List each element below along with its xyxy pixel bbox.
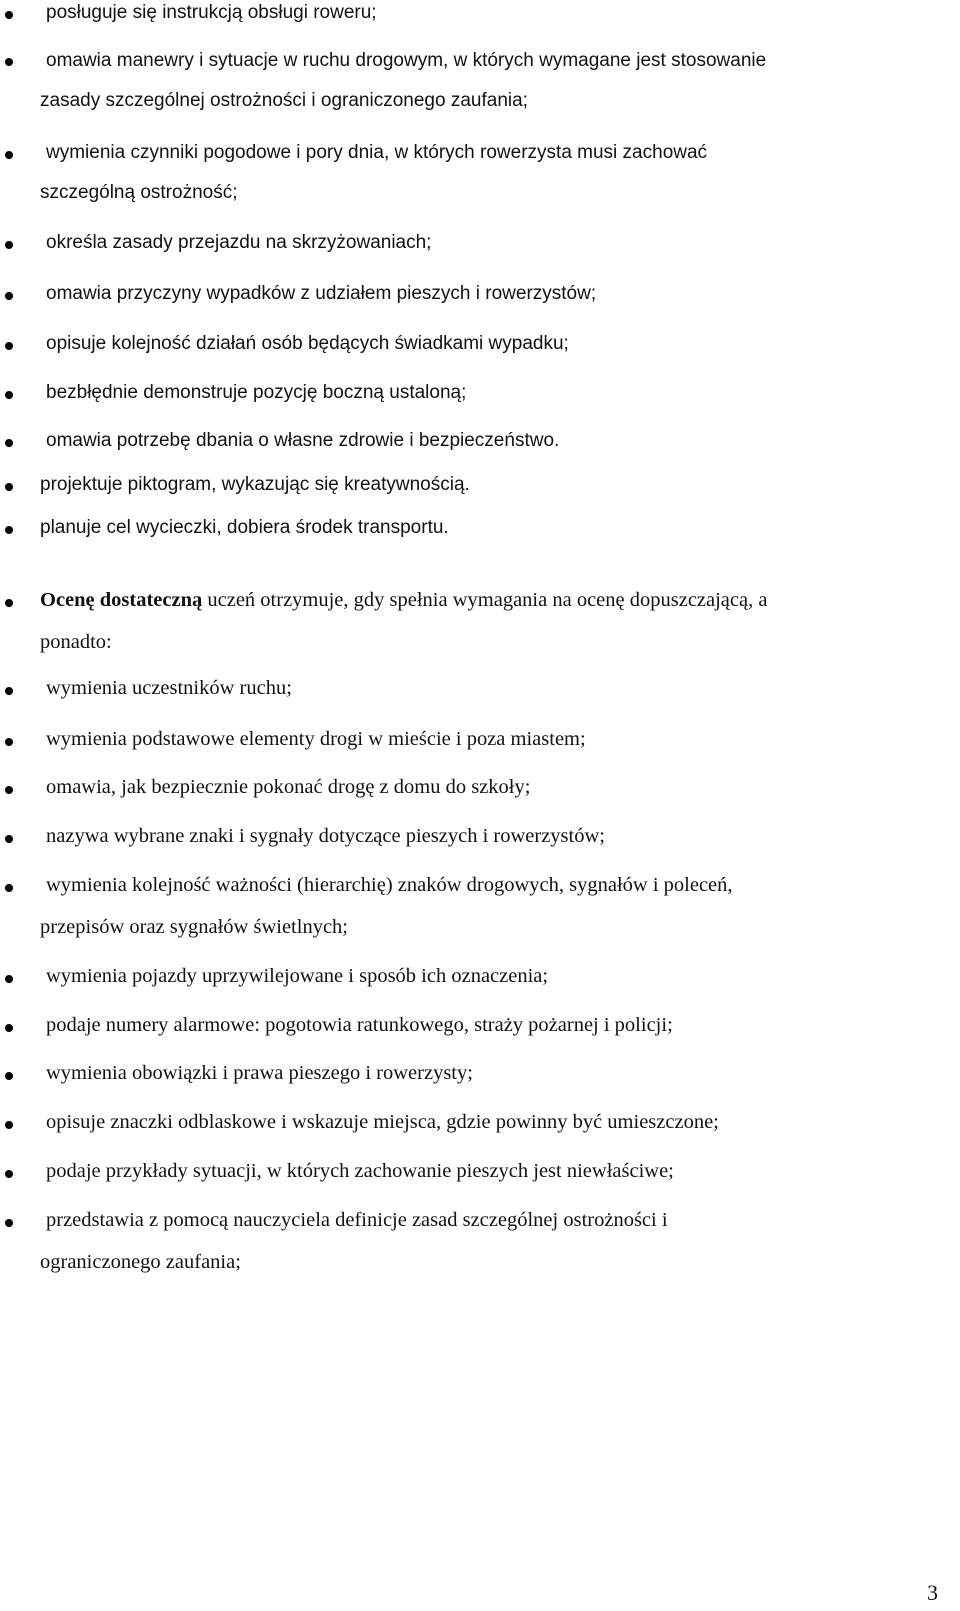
bullet-icon bbox=[5, 738, 13, 746]
list-item-text-continued: ograniczonego zaufania; bbox=[40, 1251, 241, 1273]
list-item-text: wymienia podstawowe elementy drogi w mieście i poza miastem; bbox=[46, 728, 586, 750]
list-item-text: wymienia uczestników ruchu; bbox=[46, 677, 292, 699]
page-number: 3 bbox=[927, 1580, 938, 1605]
grade-label: Ocenę dostateczną bbox=[40, 589, 203, 611]
list-item-text: wymienia kolejność ważności (hierarchię) znaków drogowych, sygnałów i poleceń, bbox=[46, 874, 733, 896]
list-item-text: planuje cel wycieczki, dobiera środek transportu. bbox=[40, 517, 449, 538]
list-item-text: wymienia czynniki pogodowe i pory dnia, w których rowerzysta musi zachować bbox=[46, 142, 708, 163]
list-item-text: podaje numery alarmowe: pogotowia ratunkowego, straży pożarnej i policji; bbox=[46, 1014, 673, 1036]
bullet-icon bbox=[5, 975, 13, 983]
list-item-text: wymienia pojazdy uprzywilejowane i sposób ich oznaczenia; bbox=[46, 965, 549, 987]
list-item-text: posługuje się instrukcją obsługi roweru; bbox=[46, 2, 377, 23]
bullet-icon bbox=[5, 439, 13, 447]
list-item-text: projektuje piktogram, wykazując się kreatywnością. bbox=[40, 474, 470, 495]
list-item-text: omawia manewry i sytuacje w ruchu drogowym, w których wymagane jest stosowanie bbox=[46, 50, 767, 71]
list-item-text: określa zasady przejazdu na skrzyżowaniach; bbox=[46, 232, 432, 253]
list-item-text: bezbłędnie demonstruje pozycję boczną ustaloną; bbox=[46, 382, 467, 403]
bullet-icon bbox=[5, 526, 13, 534]
bullet-icon bbox=[5, 835, 13, 843]
bullet-icon bbox=[5, 483, 13, 491]
list-item-text: omawia potrzebę dbania o własne zdrowie i bezpieczeństwo. bbox=[46, 430, 560, 451]
section-intro bbox=[40, 589, 912, 613]
bullet-icon bbox=[5, 786, 13, 794]
bullet-icon bbox=[5, 292, 13, 300]
bullet-icon bbox=[5, 1121, 13, 1129]
list-item-text: omawia przyczyny wypadków z udziałem pieszych i rowerzystów; bbox=[46, 283, 597, 304]
list-item-text: wymienia obowiązki i prawa pieszego i rowerzysty; bbox=[46, 1062, 473, 1084]
bullet-icon bbox=[5, 1219, 13, 1227]
list-item-text: podaje przykłady sytuacji, w których zachowanie pieszych jest niewłaściwe; bbox=[46, 1160, 674, 1182]
bullet-icon bbox=[5, 11, 13, 19]
bullet-icon bbox=[5, 151, 13, 159]
section-intro-text: uczeń otrzymuje, gdy spełnia wymagania na ocenę dopuszczającą, a bbox=[202, 589, 768, 611]
list-item-text: opisuje kolejność działań osób będących świadkami wypadku; bbox=[46, 333, 569, 354]
bullet-icon bbox=[5, 884, 13, 892]
list-item-text-continued: zasady szczególnej ostrożności i ograniczonego zaufania; bbox=[40, 90, 528, 111]
bullet-icon bbox=[5, 391, 13, 399]
bullet-icon bbox=[5, 1072, 13, 1080]
bullet-icon bbox=[5, 687, 13, 695]
bullet-icon bbox=[5, 58, 13, 66]
list-item-text-continued: przepisów oraz sygnałów świetlnych; bbox=[40, 916, 348, 938]
list-item-text: omawia, jak bezpiecznie pokonać drogę z domu do szkoły; bbox=[46, 776, 531, 798]
bullet-icon bbox=[5, 1024, 13, 1032]
section-intro-continued: ponadto: bbox=[40, 631, 112, 653]
bullet-icon bbox=[5, 342, 13, 350]
list-item-text: nazywa wybrane znaki i sygnały dotyczące pieszych i rowerzystów; bbox=[46, 825, 605, 847]
bullet-icon bbox=[5, 599, 13, 607]
list-item-text-continued: szczególną ostrożność; bbox=[40, 182, 238, 203]
bullet-icon bbox=[5, 1170, 13, 1178]
bullet-icon bbox=[5, 241, 13, 249]
list-item-text: przedstawia z pomocą nauczyciela definicje zasad szczególnej ostrożności i bbox=[46, 1209, 668, 1231]
list-item-text: opisuje znaczki odblaskowe i wskazuje miejsca, gdzie powinny być umieszczone; bbox=[46, 1111, 719, 1133]
